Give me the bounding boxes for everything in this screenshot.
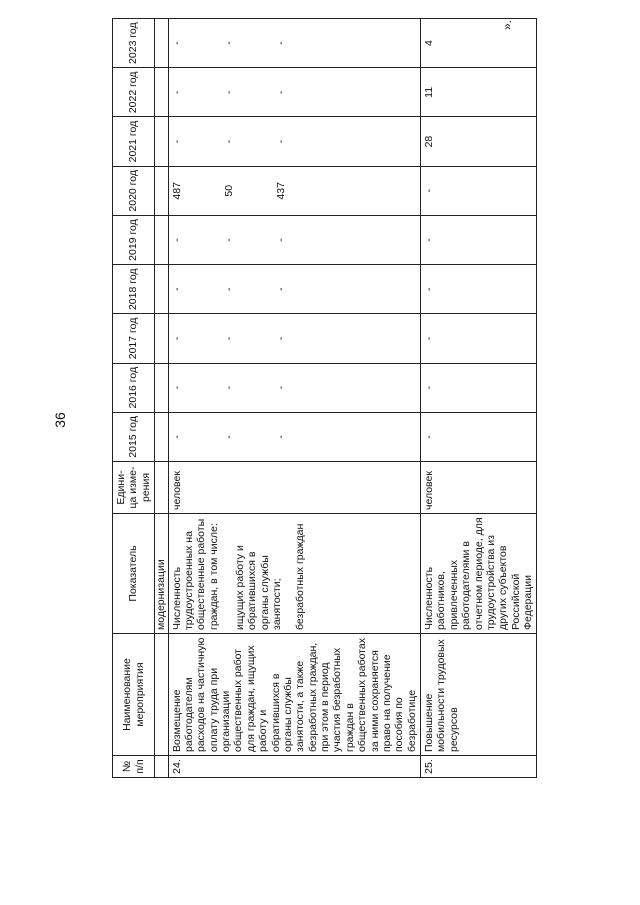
- value: -: [170, 90, 183, 95]
- value: -: [275, 41, 288, 45]
- year-values-cell: [168, 117, 421, 166]
- value: -: [222, 287, 235, 291]
- value: -: [275, 435, 288, 439]
- year-values-cell: [168, 363, 421, 412]
- carry-over-text: модернизации: [155, 514, 168, 634]
- year-value: -: [421, 314, 537, 363]
- header-num: № п/п: [113, 756, 155, 778]
- year-values-cell: [168, 265, 421, 314]
- value: -: [222, 385, 235, 390]
- row-number: 24.: [168, 756, 421, 778]
- program-indicators-table: [112, 18, 537, 778]
- year-value: 4: [421, 19, 537, 68]
- value: -: [170, 41, 183, 45]
- year-value: -: [421, 215, 537, 264]
- year-values-cell: [168, 166, 421, 215]
- header-year: 2020 год: [113, 166, 155, 215]
- value: -: [275, 385, 288, 390]
- header-year: 2019 год: [113, 215, 155, 264]
- table-header-row: [113, 19, 155, 778]
- value: -: [222, 41, 235, 45]
- measure-name: Возмещение работодателям расходов на частичную оплату труда при организации общественных работ для граждан, ищущих работу и обратившихся в органы службы занятости, а также безработных граждан, при этом в период участия безработных граждан в общественных работах за ними сохраняется право на получение пособия по безработице: [168, 634, 421, 756]
- header-year: 2022 год: [113, 68, 155, 117]
- value: 487: [170, 182, 183, 200]
- unit-cell: человек: [421, 462, 537, 514]
- value: -: [170, 238, 183, 242]
- indicator-text: ищущих работу и обратившихся в органы службы занятости;: [234, 545, 284, 630]
- rotated-table-container: [112, 18, 534, 778]
- indicator-text: Численность работников, привлеченных работодателями в отчетном периоде, для трудоустройства из других субъектов Российской Федерации: [421, 514, 537, 634]
- year-value: 11: [421, 68, 537, 117]
- unit-cell: человек: [168, 462, 421, 514]
- year-values-cell: [168, 215, 421, 264]
- value: -: [275, 139, 288, 144]
- value: -: [170, 435, 183, 439]
- year-values-cell: [168, 314, 421, 363]
- header-year: 2018 год: [113, 265, 155, 314]
- indicator-text: Численность трудоустроенных на общественные работы граждан, в том числе:: [170, 518, 220, 630]
- value: -: [222, 139, 235, 144]
- closing-quote-mark: ».: [500, 19, 515, 31]
- indicator-text: безработных граждан: [293, 523, 306, 630]
- year-values-cell: [168, 68, 421, 117]
- header-indicator: Показатель: [113, 514, 155, 634]
- header-year: 2023 год: [113, 19, 155, 68]
- year-value: -: [421, 412, 537, 461]
- year-value: -: [421, 166, 537, 215]
- value: 437: [275, 182, 288, 200]
- year-value: -: [421, 363, 537, 412]
- value: -: [275, 287, 288, 291]
- header-unit: Едини-ца изме-рения: [113, 462, 155, 514]
- year-value: 28: [421, 117, 537, 166]
- value: -: [275, 336, 288, 341]
- page-number: 36: [52, 412, 68, 428]
- measure-name: Повышение мобильности трудовых ресурсов: [421, 634, 537, 756]
- value: -: [170, 287, 183, 291]
- value: 50: [222, 184, 235, 197]
- year-values-cell: [168, 412, 421, 461]
- header-year: 2021 год: [113, 117, 155, 166]
- year-value: -: [421, 265, 537, 314]
- value: -: [170, 385, 183, 390]
- value: -: [275, 90, 288, 95]
- value: -: [222, 435, 235, 439]
- value: -: [222, 238, 235, 242]
- year-values-cell: [168, 19, 421, 68]
- table-row: [421, 19, 537, 778]
- table-row: [168, 19, 421, 778]
- value: -: [170, 336, 183, 341]
- value: -: [222, 336, 235, 341]
- header-measure: Наименование мероприятия: [113, 634, 155, 756]
- row-number: 25.: [421, 756, 537, 778]
- header-year: 2016 год: [113, 363, 155, 412]
- carry-over-row: [155, 19, 168, 778]
- value: -: [222, 90, 235, 95]
- value: -: [170, 139, 183, 144]
- header-year: 2015 год: [113, 412, 155, 461]
- indicator-cell: [168, 514, 421, 634]
- value: -: [275, 238, 288, 242]
- header-year: 2017 год: [113, 314, 155, 363]
